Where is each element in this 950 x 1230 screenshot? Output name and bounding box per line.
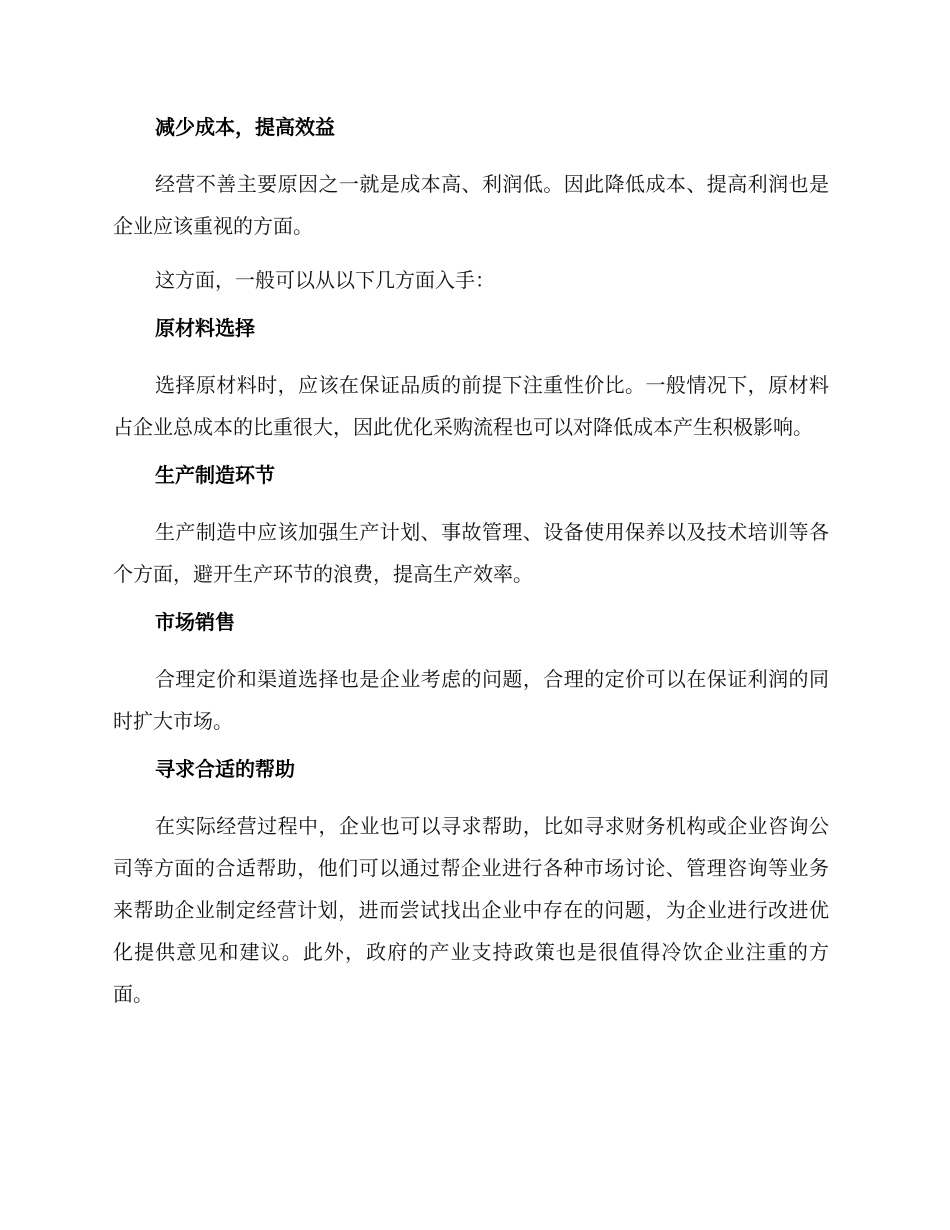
- section-heading: 生产制造环节: [155, 463, 275, 487]
- paragraph: 生产制造中应该加强生产计划、事故管理、设备使用保养以及技术培训等各个方面，避开生产环节的浪费，提高生产效率。: [113, 520, 829, 586]
- section-heading: 寻求合适的帮助: [155, 757, 295, 781]
- paragraph: 在实际经营过程中，企业也可以寻求帮助，比如寻求财务机构或企业咨询公司等方面的合适帮助，他们可以通过帮企业进行各种市场讨论、管理咨询等业务来帮助企业制定经营计划，进而尝试找出企业中存在的问题，为企业进行改进优化提供意见和建议。此外，政府的产业支持政策也是很值得冷饮企业注重的方面。: [113, 814, 829, 1006]
- paragraph: 经营不善主要原因之一就是成本高、利润低。因此降低成本、提高利润也是企业应该重视的方面。: [113, 172, 829, 238]
- section-seek-help: [113, 754, 829, 1015]
- section-marketing: [113, 607, 829, 742]
- section-raw-materials: [113, 313, 829, 448]
- paragraph: 选择原材料时，应该在保证品质的前提下注重性价比。一般情况下，原材料占企业总成本的比重很大，因此优化采购流程也可以对降低成本产生积极影响。: [113, 373, 829, 439]
- section-heading: 原材料选择: [155, 316, 255, 340]
- paragraph: 这方面，一般可以从以下几方面入手：: [155, 268, 495, 292]
- document-body: [113, 112, 829, 1027]
- section-heading: 减少成本，提高效益: [155, 115, 335, 139]
- section-heading: 市场销售: [155, 610, 235, 634]
- paragraph: 合理定价和渠道选择也是企业考虑的问题，合理的定价可以在保证利润的同时扩大市场。: [113, 667, 829, 733]
- section-reduce-cost: [113, 112, 829, 301]
- section-manufacturing: [113, 460, 829, 595]
